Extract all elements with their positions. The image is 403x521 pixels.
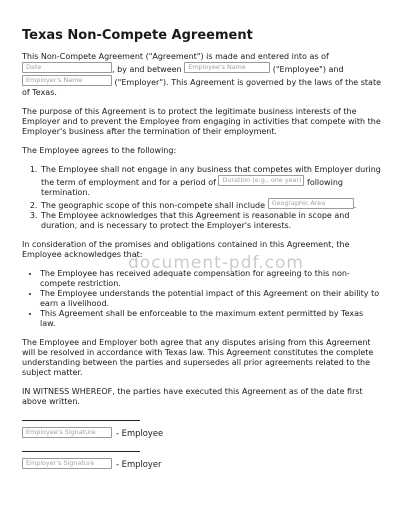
employee-name-field[interactable]: Employee's Name <box>184 62 270 73</box>
intro-text-4: ("Employer"). This Agreement is governed by the laws of the state of Texas. <box>22 78 382 97</box>
intro-paragraph <box>22 52 381 98</box>
agreement-2-text-2: . <box>353 201 357 210</box>
acknowledgement-item: • The Employee has received adequate compensation for agreeing to this non-compete restriction. <box>40 269 381 289</box>
witness-paragraph: IN WITNESS WHEREOF, the parties have executed this Agreement as of the date first above written. <box>22 387 363 406</box>
employer-role-label: - Employer <box>116 458 162 469</box>
intro-text-2: , by and between <box>112 65 182 74</box>
employer-signature-block <box>22 451 381 469</box>
agreement-item-duration <box>40 165 381 198</box>
agrees-heading: The Employee agrees to the following: <box>22 146 177 155</box>
agreement-1-text-2: following termination. <box>41 178 343 197</box>
employee-signature-line <box>22 420 140 421</box>
agreement-2-text-1: The geographic scope of this non-compete shall include <box>41 201 266 210</box>
employer-signature-line <box>22 451 140 452</box>
employee-signature-row <box>22 427 381 438</box>
document-title: Texas Non-Compete Agreement <box>22 28 253 43</box>
employee-signature-block <box>22 420 381 438</box>
intro-text-3: ("Employee") and <box>272 65 344 74</box>
employee-role-label: - Employee <box>116 427 164 438</box>
employer-signature-field[interactable]: Employer's Signature <box>22 458 112 469</box>
employer-name-field[interactable]: Employer's Name <box>22 75 112 86</box>
employee-signature-field[interactable]: Employee's Signature <box>22 427 112 438</box>
duration-field[interactable]: Duration (e.g., one year) <box>218 175 304 186</box>
acknowledgement-list <box>22 269 381 329</box>
intro-text-1: This Non-Compete Agreement ("Agreement") is made and entered into as of <box>22 52 329 61</box>
agreement-list <box>22 165 381 231</box>
consideration-heading: In consideration of the promises and obligations contained in this Agreement, the Employee acknowledges that: <box>22 240 350 259</box>
acknowledgement-item: • This Agreement shall be enforceable to the maximum extent permitted by Texas law. <box>40 309 381 329</box>
purpose-paragraph: The purpose of this Agreement is to protect the legitimate business interests of the Employer and to prevent the Employee from engaging in activities that compete with the Employer's business after the termination of their employment. <box>22 107 381 136</box>
acknowledgement-item: • The Employee understands the potential impact of this Agreement on their ability to earn a livelihood. <box>40 289 381 309</box>
disputes-paragraph: The Employee and Employer both agree that any disputes arising from this Agreement will be resolved in accordance with Texas law. This Agreement constitutes the complete understanding between the parties and supersedes all prior agreements related to the subject matter. <box>22 338 374 377</box>
watermark: document-pdf.com <box>128 253 304 273</box>
agreement-item-reasonable: 3. The Employee acknowledges that this Agreement is reasonable in scope and duration, and is necessary to protect the Employer's interests. <box>40 211 381 231</box>
employer-signature-row <box>22 458 381 469</box>
agreement-1-text-1: The Employee shall not engage in any business that competes with Employer during the term of employment and for a period of <box>41 165 381 187</box>
date-field[interactable]: Date <box>22 62 112 73</box>
agreement-item-geography <box>40 198 381 211</box>
geographic-area-field[interactable]: Geographic Area <box>268 198 354 209</box>
